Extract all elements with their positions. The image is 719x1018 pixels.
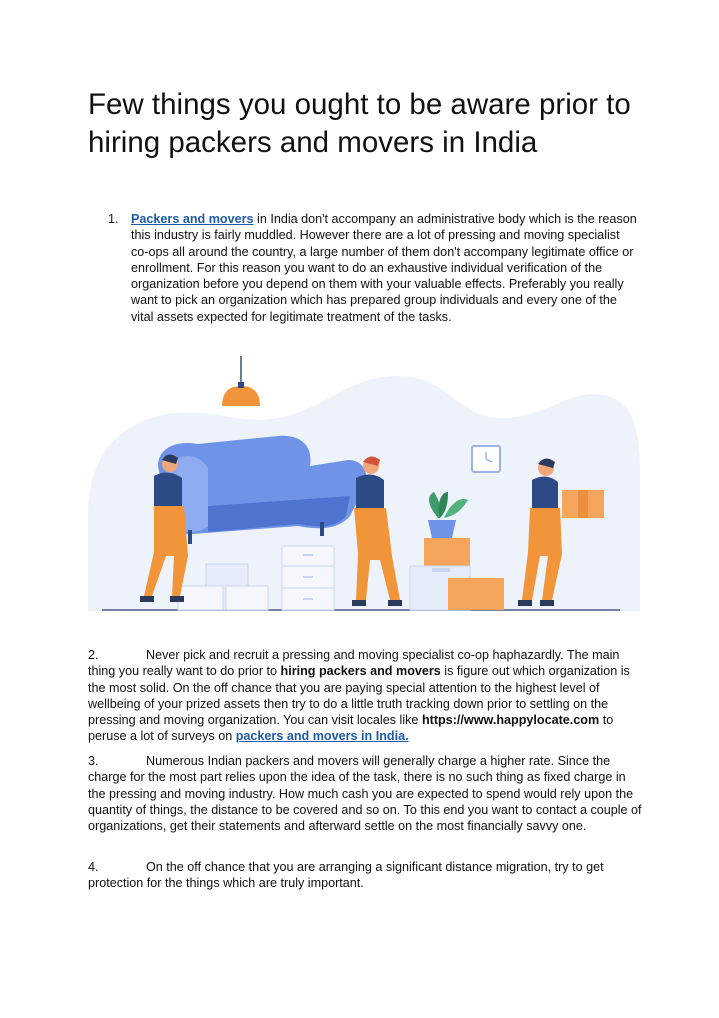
list-item-4 [88, 859, 643, 892]
website-url: https://www.happylocate.com [421, 713, 600, 728]
item-text: On the off chance that you are arranging a significant distance migration, try to get protection for the things which are truly important. [88, 860, 604, 891]
item-text-a: Never pick and recruit a pressing and moving specialist co-op haphazardly. The main thing you really want to do prior to [88, 648, 620, 679]
page-title: Few things you ought to be aware prior to hiring packers and movers in India [88, 88, 631, 159]
list-item-2 [88, 647, 643, 745]
bold-phrase: hiring packers and movers [280, 664, 441, 679]
lamp-icon [222, 356, 260, 406]
packers-movers-link[interactable]: Packers and movers [131, 212, 254, 226]
cabinet-icon [282, 546, 334, 610]
item-body [131, 211, 638, 325]
item-text: Numerous Indian packers and movers will generally charge a higher rate. Since the charge for the most part relies upon the idea of the task, there is no such thing as fixed charge in the pressing and moving industry. How much cash you are expected to spend would rely upon the quantity of things, the distance to be covered and so on. To this end you want to contact a couple of organizations, get their statements and afterward settle on the most financially savvy one. [88, 754, 642, 834]
item-number: 1. [108, 212, 119, 226]
item-text-c: to peruse a lot of surveys on [88, 713, 614, 744]
item-text-b: is figure out which organization is the most solid. On the off chance that you are paying special attention to the highest level of wellbeing of your prized assets then try to do a little truth tracking down prior to settling on the pressing and moving organization. You can visit locales like [88, 664, 630, 728]
item-text: in India don't accompany an administrative body which is the reason this industry is fairly muddled. However there are a lot of pressing and moving specialist co-ops all around the country, a large number of them don't accompany legitimate office or enrollment. For this reason you want to do an exhaustive individual verification of the organization before you depend on them with your valuable effects. Preferably you really want to pick an organization which has prepared group individuals and every one of the vital assets expected for legitimate treatment of the tasks. [131, 212, 637, 324]
movers-illustration [88, 356, 640, 618]
item-number: 3. [88, 754, 99, 768]
clock-icon [472, 446, 500, 472]
list-item-1 [108, 211, 638, 325]
item-number: 4. [88, 860, 99, 874]
packers-movers-india-link[interactable]: packers and movers in India. [235, 729, 409, 744]
item-number: 2. [88, 648, 99, 662]
list-item-3 [88, 753, 643, 834]
